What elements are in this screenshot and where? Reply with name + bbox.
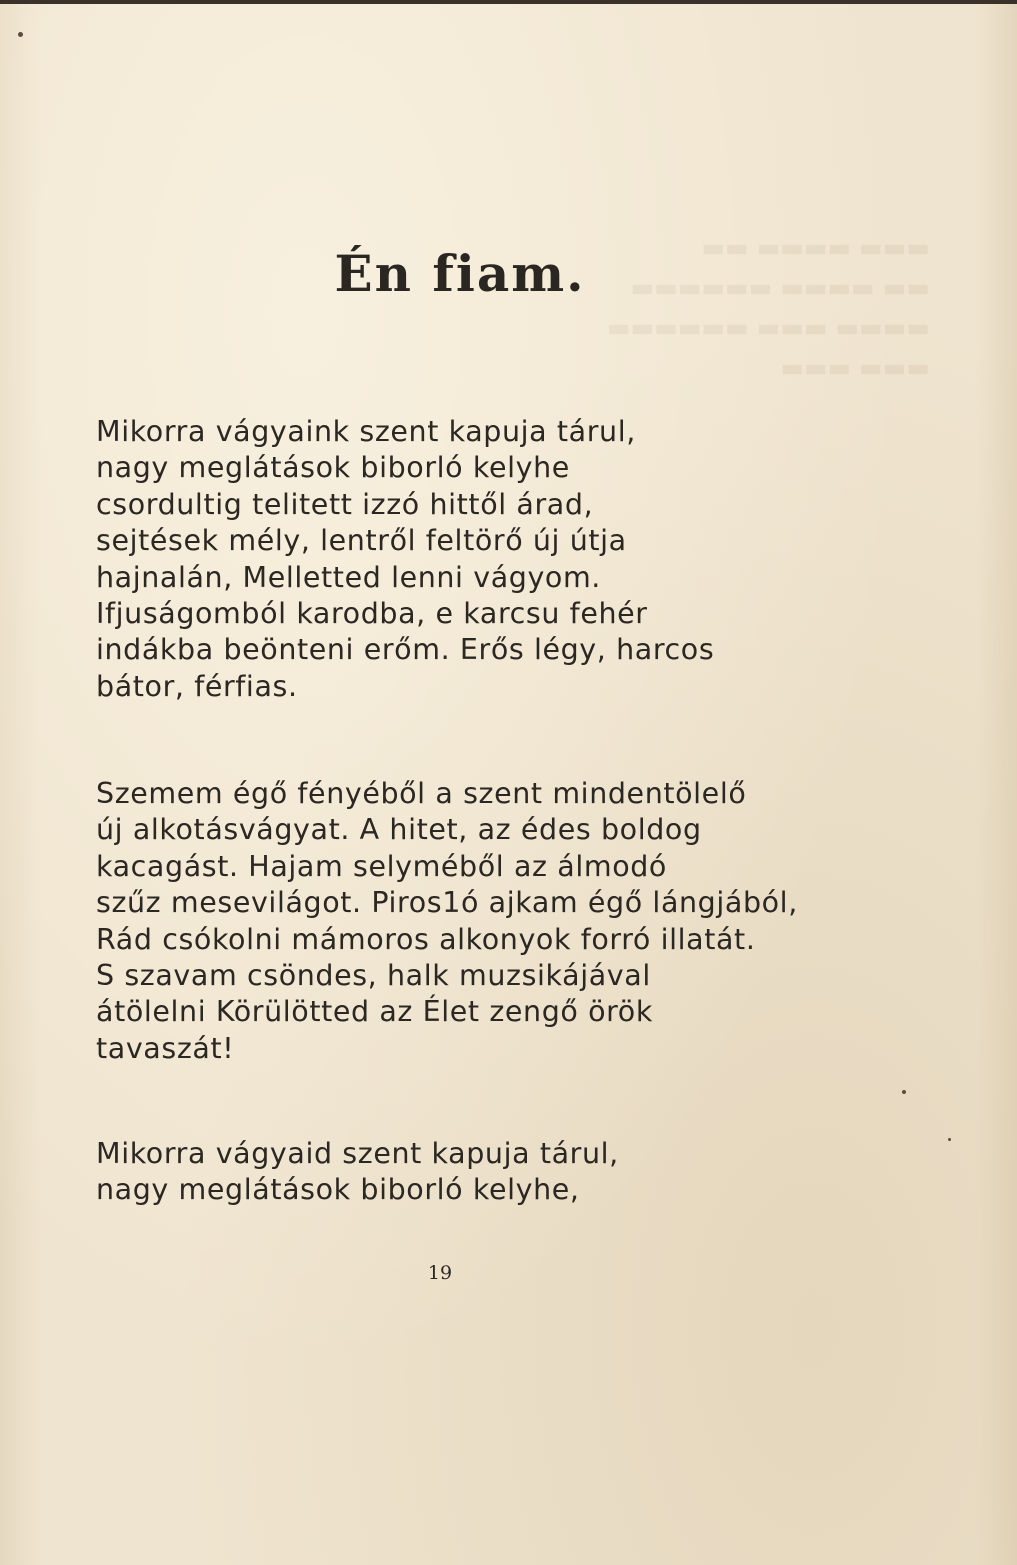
page-number: 19	[427, 1262, 453, 1284]
ink-speck	[902, 1090, 906, 1094]
ink-speck	[18, 32, 23, 37]
poem-title: Én fiam.	[334, 243, 586, 303]
page-top-edge	[0, 0, 1017, 4]
poem-line: Mikorra vágyaid szent kapuja tárul,	[96, 1137, 619, 1170]
poem-line: sejtések mély, lentről feltörő új útja	[96, 524, 627, 558]
poem-line: Mikorra vágyaink szent kapuja tárul,	[96, 415, 636, 448]
poem-line: átölelni Körülötted az Élet zengő örök	[96, 995, 653, 1029]
poem-line: nagy meglátások biborló kelyhe,	[96, 1173, 580, 1207]
poem-line: Ifjuságomból karodba, e karcsu fehér	[96, 596, 648, 630]
poem-line: S szavam csöndes, halk muzsikájával	[96, 958, 651, 992]
poem-line: indákba beönteni erőm. Erős légy, harcos	[96, 633, 715, 667]
poem-line: Rád csókolni mámoros alkonyok forró illatát.	[96, 922, 756, 956]
ink-speck	[948, 1138, 951, 1141]
poem-line: szűz mesevilágot. Piros1ó ajkam égő lángjából,	[96, 886, 798, 920]
poem-line: tavaszát!	[96, 1031, 235, 1065]
poem-line: kacagást. Hajam selyméből az álmodó	[96, 849, 667, 883]
poem-line: nagy meglátások biborló kelyhe	[96, 451, 570, 485]
poem-line: Szemem égő fényéből a szent mindentölelő	[96, 777, 747, 810]
poem-line: csordultig telitett izzó hittől árad,	[96, 487, 594, 521]
poem-line: hajnalán, Melletted lenni vágyom.	[96, 560, 601, 594]
poem-line: új alkotásvágyat. A hitet, az édes boldog	[96, 813, 702, 847]
stanza-2	[96, 776, 798, 1067]
stanza-3	[96, 1136, 619, 1209]
bleed-through-text: ▬▬▬ ▬▬▬▬ ▬▬ ▬▬ ▬▬▬▬ ▬▬▬▬▬▬ ▬▬▬▬ ▬▬▬ ▬▬▬▬▬▬ ▬▬▬ ▬▬▬	[607, 233, 930, 382]
poem-line: bátor, férfias.	[96, 669, 298, 703]
stanza-1	[96, 414, 714, 705]
